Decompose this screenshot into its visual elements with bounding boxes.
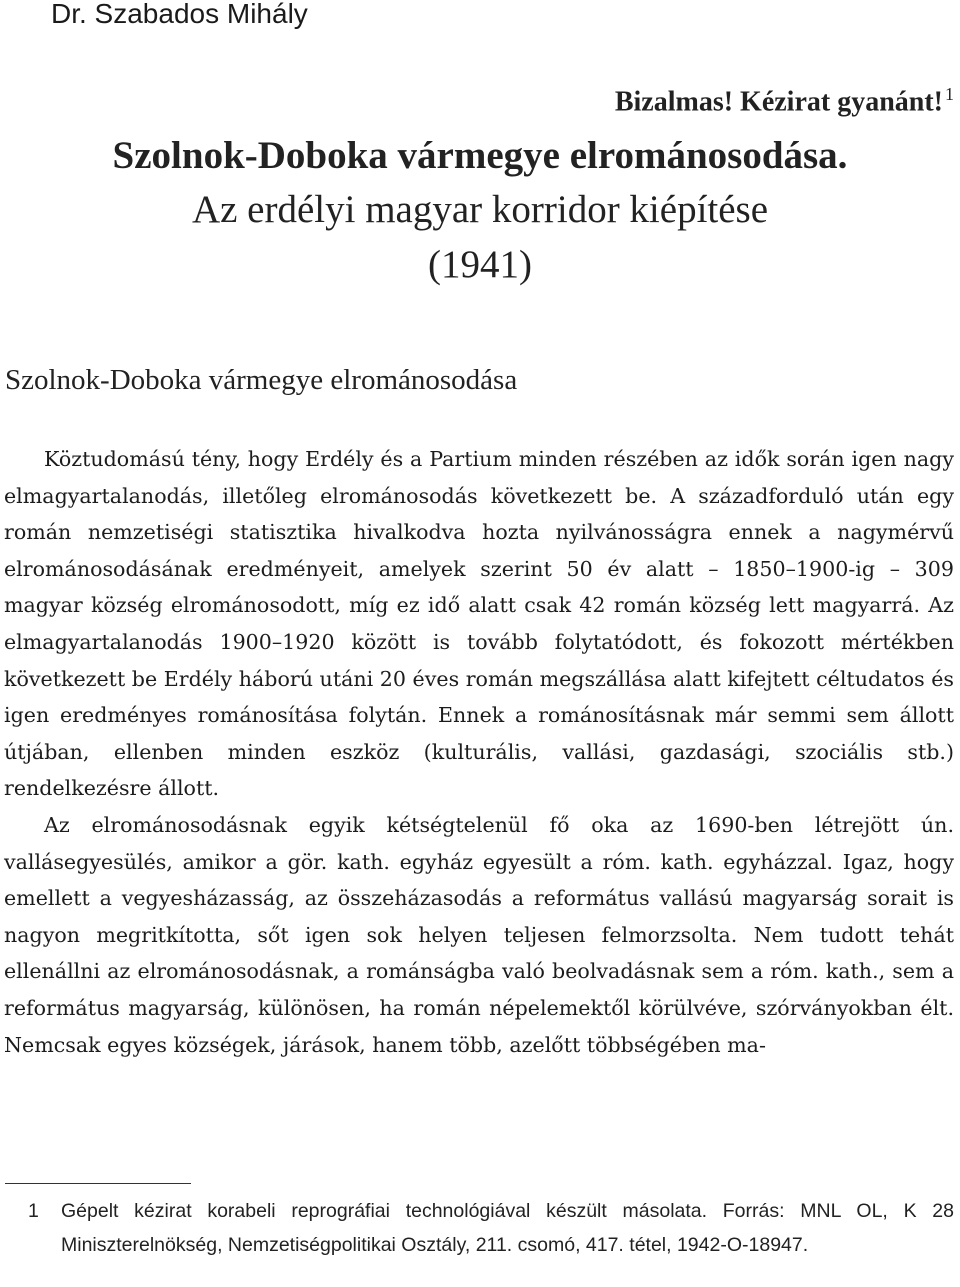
section-heading: Szolnok-Doboka vármegye elrománosodása: [5, 364, 518, 396]
document-title: Szolnok-Doboka vármegye elrománosodása.: [112, 134, 848, 177]
confidential-notice: [615, 84, 954, 118]
body-text: [4, 441, 954, 1063]
paragraph: Az elrománosodásnak egyik kétségtelenül fő oka az 1690-ben létrejött ún. vallásegyesülés, amikor a gör. kath. egyház egyesült a róm. kath. egyházzal. Igaz, hogy emellett a vegyesházasság, az összeházasodás a református vallású magyarság sorait is nagyon megritkította, sőt igen sok helyen teljesen felmorzsolta. Nem tudott tehát ellenállni az elrománosodásnak, a románságba való beolvadásnak sem a róm. kath., sem a református magyarság, különösen, ha román népelemektől körülvéve, szórványokban élt. Nemcsak egyes községek, járások, hanem több, azelőtt többségében ma-: [4, 812, 954, 1057]
footnote-reference-mark[interactable]: 1: [945, 84, 954, 104]
footnote-text: Gépelt kézirat korabeli reprográfiai technológiával készült másolata. Forrás: MNL OL, K 28 Miniszterelnökség, Nemzetiségpolitikai Osztály, 211. csomó, 417. tétel, 1942-O-18947.: [61, 1200, 954, 1256]
footnote-divider: [5, 1183, 191, 1184]
footnote: [28, 1194, 954, 1262]
footnote-number: 1: [28, 1200, 39, 1222]
document-year: (1941): [428, 243, 532, 286]
confidential-notice-text: Bizalmas! Kézirat gyanánt!: [614, 86, 943, 118]
paragraph: Köztudomású tény, hogy Erdély és a Partium minden részében az idők során igen nagy elmagyartalanodás, illetőleg elrománosodás következett be. A századforduló után egy román nemzetiségi statisztika hivalkodva hozta nyilvánosságra ennek a nagymérvű elrománosodásának eredményeit, amelyek szerint 50 év alatt – 1850–1900-ig – 309 magyar község elrománosodott, míg ez idő alatt csak 42 román község lett magyarrá. Az elmagyartalanodás 1900–1920 között is tovább folytatódott, és fokozott mértékben következett be Erdély háború utáni 20 éves román megszállása alatt kifejtett céltudatos és igen eredményes románosítása folytán. Ennek a románosításnak már semmi sem állott útjában, ellenben minden eszköz (kulturális, vallási, gazdasági, szociális stb.) rendelkezésre állott.: [4, 447, 954, 801]
document-subtitle: Az erdélyi magyar korridor kiépítése: [191, 188, 769, 231]
running-header-author: Dr. Szabados Mihály: [51, 0, 308, 29]
